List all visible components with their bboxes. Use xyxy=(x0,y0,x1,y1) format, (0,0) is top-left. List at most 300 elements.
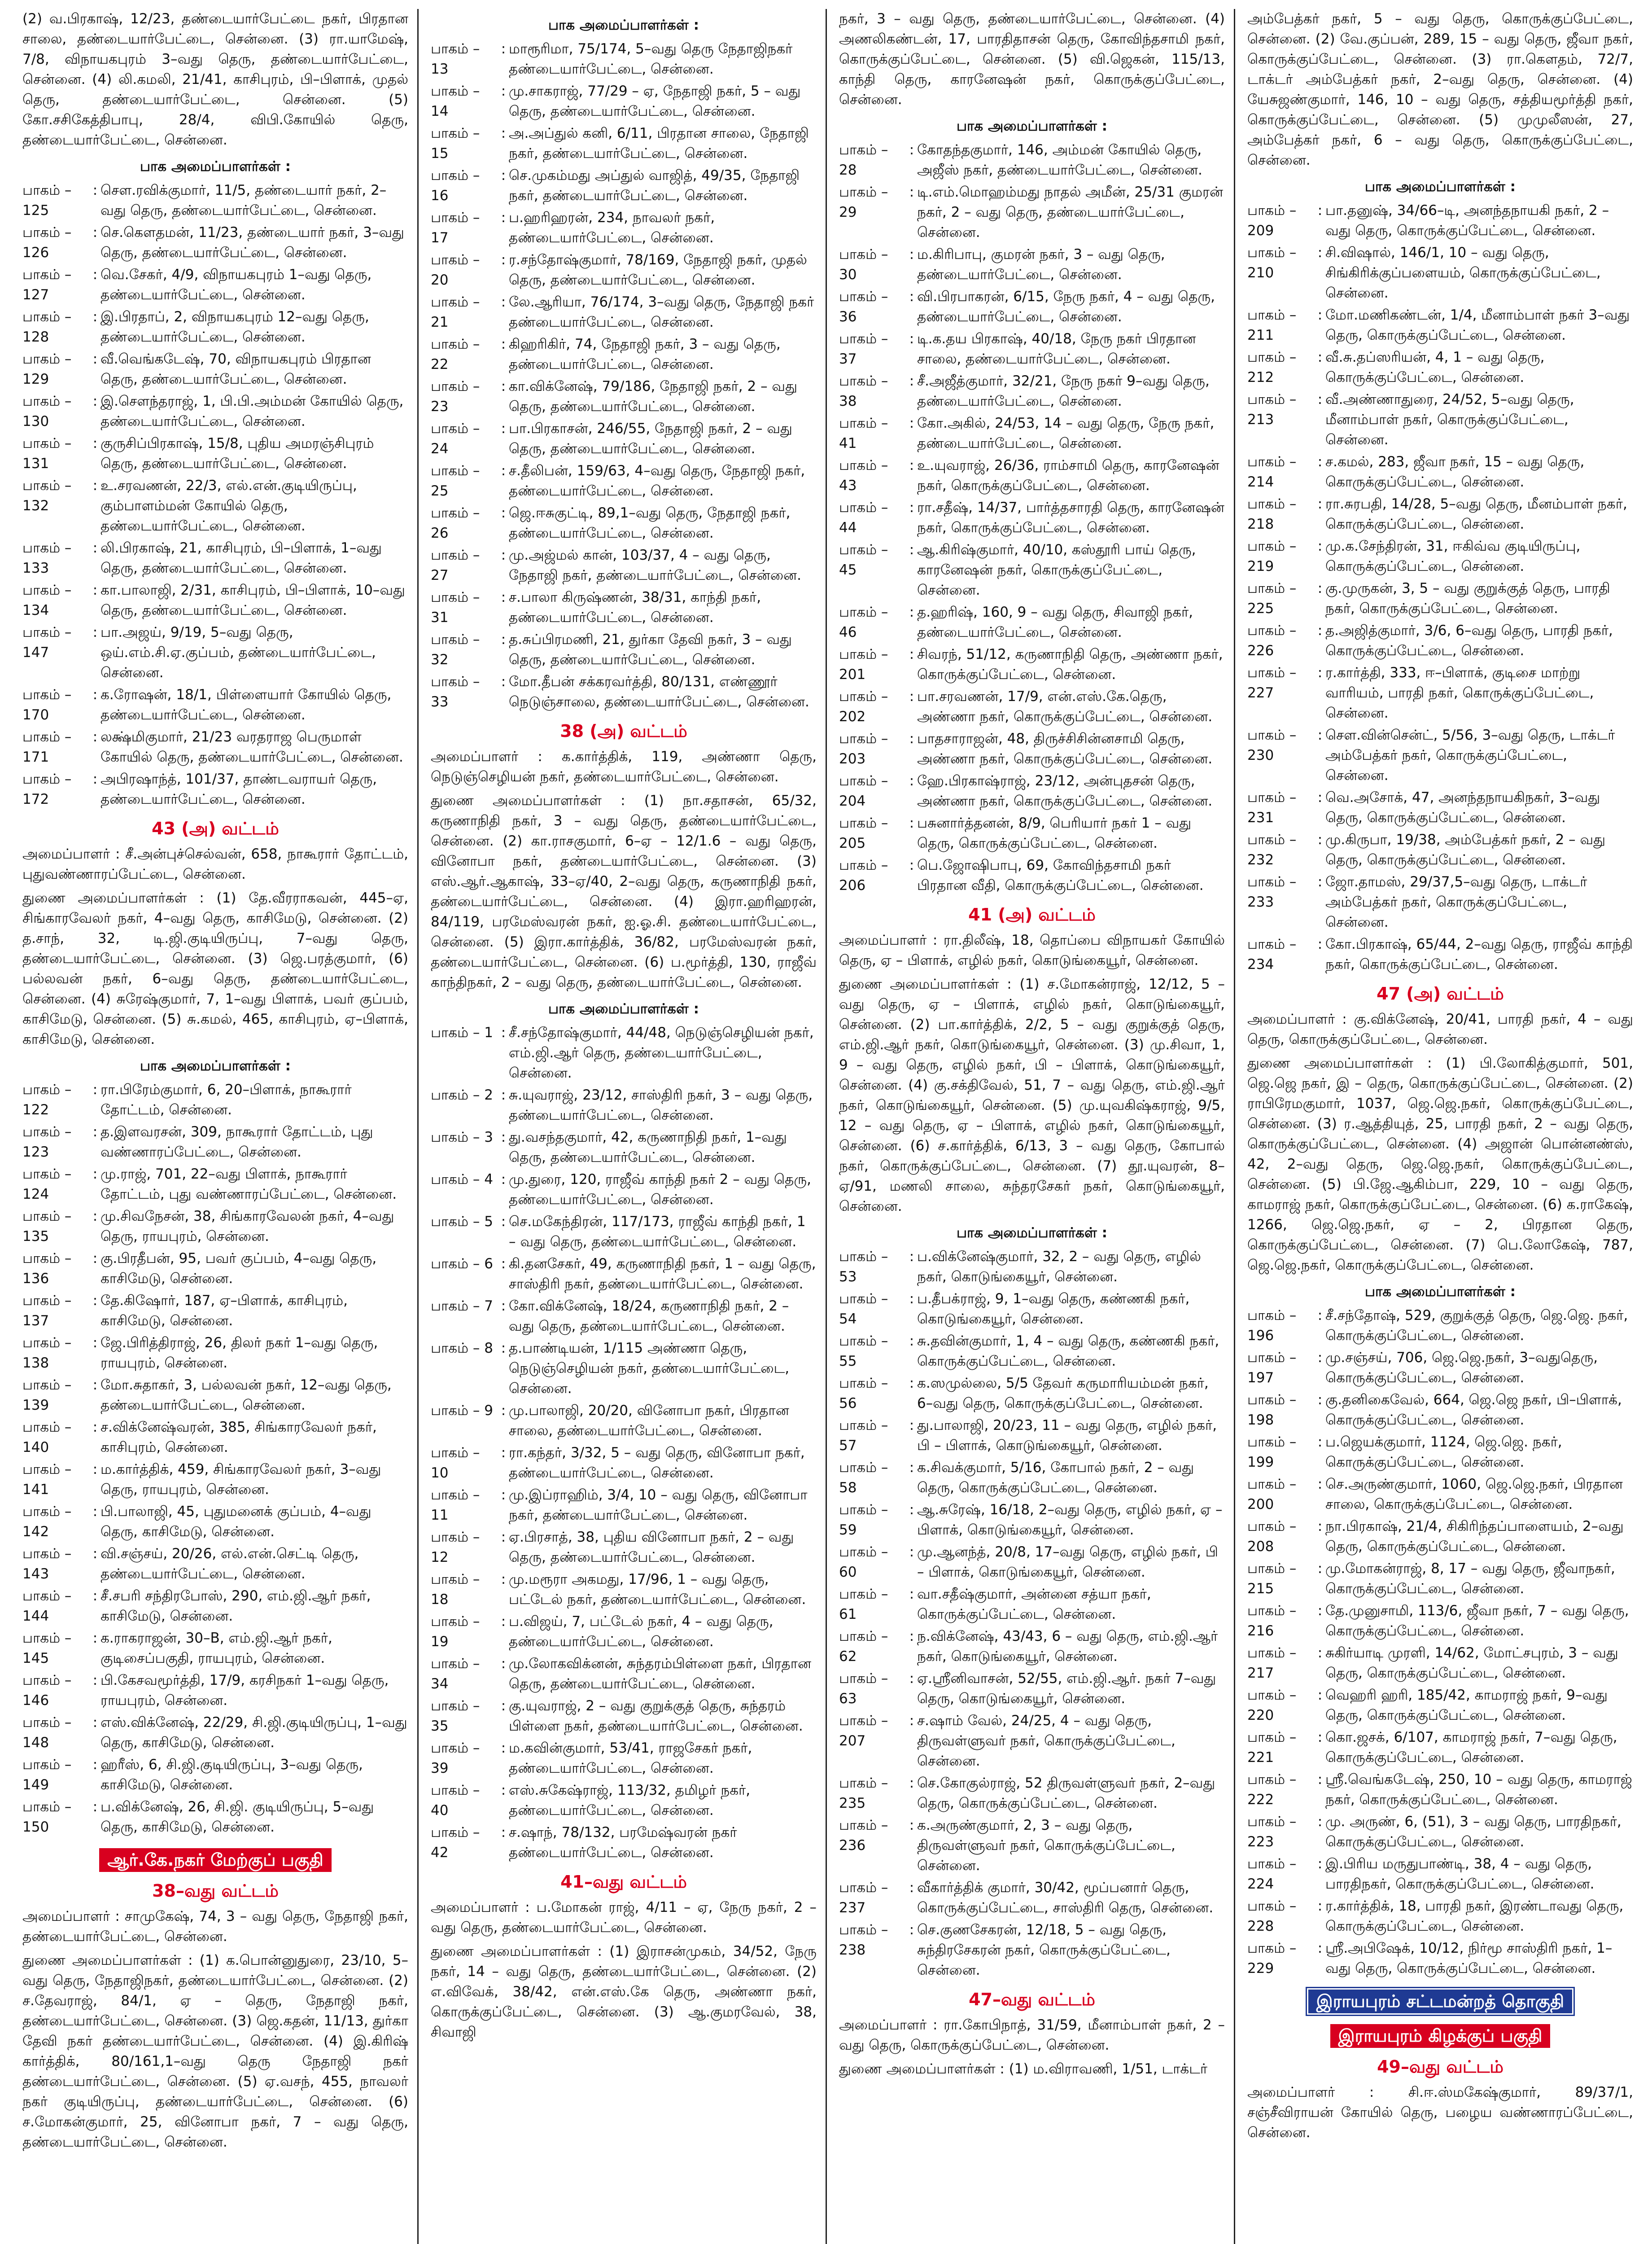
column-1 xyxy=(22,9,408,2244)
part-organizer-entry xyxy=(839,813,1225,854)
separator: : xyxy=(909,184,914,200)
separator: : xyxy=(909,1544,914,1560)
part-number: பாகம் – 42 xyxy=(431,1824,480,1861)
part-organizer-entry xyxy=(839,1878,1225,1918)
part-number: பாகம் – 55 xyxy=(839,1333,888,1369)
organizer-details: செ.மகேந்திரன், 117/173, ராஜீவ் காந்தி நகர், 1 – வது தெரு, தண்டையார்பேட்டை, சென்னை. xyxy=(509,1214,806,1250)
separator: : xyxy=(909,246,914,263)
part-number: பாகம் – 14 xyxy=(431,83,480,119)
separator: : xyxy=(501,1298,506,1314)
part-organizer-entry xyxy=(431,39,817,79)
separator: : xyxy=(909,373,914,389)
part-number: பாகம் – 11 xyxy=(431,1487,480,1523)
part-organizer-entry xyxy=(839,1711,1225,1771)
separator: : xyxy=(92,309,98,325)
part-organizer-entry xyxy=(431,1085,817,1126)
separator: : xyxy=(501,463,506,479)
organizer-details: ஹரீஸ், 6, சி.ஜி.குடியிருப்பு, 3–வது தெரு, காசிமேடு, சென்னை. xyxy=(101,1757,363,1793)
organizer-details: ச.பாலா கிருஷ்ணன், 38/31, காந்தி நகர், தண்டையார்பேட்டை, சென்னை. xyxy=(509,589,761,626)
section-banner: ஆர்.கே.நகர் மேற்குப் பகுதி xyxy=(99,1848,331,1872)
part-organizer-entry xyxy=(839,1584,1225,1625)
organizer-details: மு.மரூரா அகமது, 17/96, 1 – வது தெரு, பட்டேல் நகர், தண்டையார்பேட்டை, சென்னை. xyxy=(509,1571,806,1608)
organizer-details: செ.முகம்மது அப்துல் வாஜித், 49/35, நேதாஜி நகர், தண்டையார்பேட்டை, சென்னை. xyxy=(509,167,800,204)
part-number: பாகம் – 196 xyxy=(1247,1307,1297,1344)
part-organizer-entry xyxy=(22,476,408,536)
organizer-details: து.வசந்தகுமார், 42, கருணாநிதி நகர், 1–வது தெரு, தண்டையார்பேட்டை, சென்னை. xyxy=(509,1129,787,1166)
part-organizer-entry xyxy=(22,1459,408,1500)
separator: : xyxy=(909,1375,914,1391)
part-organizer-entry xyxy=(431,672,817,712)
part-number: பாகம் – 19 xyxy=(431,1613,480,1650)
part-number: பாகம் – 130 xyxy=(22,393,72,430)
part-organizer-entry xyxy=(22,1628,408,1669)
organizer-details: மோ.மணிகண்டன், 1/4, மீனாம்பாள் நகர் 3–வது தெரு, கொருக்குப்பேட்டை, சென்னை. xyxy=(1325,307,1630,343)
part-organizer-entry xyxy=(1247,1896,1633,1937)
part-organizer-entry xyxy=(22,685,408,725)
section-banner: இராயபுரம் சட்டமன்றத் தொகுதி xyxy=(1308,1990,1572,2013)
part-number: பாகம் – 32 xyxy=(431,631,480,668)
part-organizer-entry xyxy=(431,1296,817,1337)
organizer-details: தே.கிஷோர், 187, ஏ–பிளாக், காசிபுரம், காசிமேடு, சென்னை. xyxy=(101,1293,348,1329)
part-organizer-entry xyxy=(22,265,408,305)
organizer-details: ரா.சுரபதி, 14/28, 5–வது தெரு, மீனம்பாள் நகர், கொருக்குப்பேட்டை, சென்னை. xyxy=(1325,496,1627,532)
part-organizer-entry xyxy=(1247,579,1633,619)
separator: : xyxy=(1317,391,1323,408)
separator: : xyxy=(92,351,98,367)
organizer-details: ஸ்ரீ.வெங்கடேஷ், 250, 10 – வது தெரு, காமராஜ் நகர், கொருக்குப்பேட்டை, சென்னை. xyxy=(1325,1771,1632,1808)
organizer-details: எஸ்.விக்னேஷ், 22/29, சி.ஜி.குடியிருப்பு, 1–வது தெரு, காசிமேடு, சென்னை. xyxy=(101,1714,407,1751)
separator: : xyxy=(92,1503,98,1520)
part-number: பாகம் – 7 xyxy=(431,1298,493,1314)
separator: : xyxy=(92,182,98,198)
organizer-details: ர.கார்த்தி, 333, ஈ–பிளாக், குடிசை மாற்று வாரியம், பாரதி நகர், கொருக்குப்பேட்டை, சென்னை. xyxy=(1325,665,1594,721)
organizer-details: இ.பிரதாப், 2, விநாயகபுரம் 12–வது தெரு, தண்டையார்பேட்டை, சென்னை. xyxy=(101,309,369,345)
part-number: பாகம் – 133 xyxy=(22,540,72,576)
part-number: பாகம் – 150 xyxy=(22,1799,72,1835)
separator: : xyxy=(501,1256,506,1272)
part-number: பாகம் – 134 xyxy=(22,582,72,618)
organizer-details: லக்ஷ்மிகுமார், 21/23 வரதராஜ பெருமாள் கோயில் தெரு, தண்டையார்பேட்டை, சென்னை. xyxy=(101,729,403,765)
part-organizer-entry xyxy=(839,602,1225,643)
part-number: பாகம் – 2 xyxy=(431,1087,493,1103)
organizer-details: கோதந்தகுமார், 146, அம்மன் கோயில் தெரு, அஜீஸ் நகர், தண்டையார்பேட்டை, சென்னை. xyxy=(917,142,1202,178)
separator: : xyxy=(501,1402,506,1419)
part-number: பாகம் – 204 xyxy=(839,773,888,809)
organizer-details: மு.ராஜ், 701, 22–வது பிளாக், நாகூரார் தோட்டம், புது வண்ணாரப்பேட்டை, சென்னை. xyxy=(101,1166,397,1202)
part-organizer-entry xyxy=(431,81,817,122)
part-organizer-entry xyxy=(1247,305,1633,346)
part-organizer-entry xyxy=(22,769,408,810)
organizer-details: பி.பாலாஜி, 45, புதுமனைக் குப்பம், 4–வது தெரு, காசிமேடு, சென்னை. xyxy=(101,1503,371,1540)
part-organizer-entry xyxy=(431,419,817,459)
separator: : xyxy=(909,646,914,662)
organizer-details: கி.தனசேகர், 49, கருணாநிதி நகர், 1 – வது தெரு, சாஸ்திரி நகர், தண்டையார்பேட்டை, சென்னை. xyxy=(509,1256,816,1292)
separator: : xyxy=(1317,622,1323,639)
part-number: பாகம் – 232 xyxy=(1247,832,1297,868)
part-number: பாகம் – 132 xyxy=(22,478,72,514)
part-number: பாகம் – 211 xyxy=(1247,307,1297,343)
part-number: பாகம் – 201 xyxy=(839,646,888,683)
part-number: பாகம் – 227 xyxy=(1247,665,1297,701)
separator: : xyxy=(92,1546,98,1562)
part-organizer-entry xyxy=(1247,1854,1633,1894)
organizer-details: செள.ரவிக்குமார், 11/5, தண்டையார் நகர், 2–வது தெரு, தண்டையார்பேட்டை, சென்னை. xyxy=(101,182,387,219)
separator: : xyxy=(909,1880,914,1896)
separator: : xyxy=(92,224,98,241)
organizer-details: து.பாலாஜி, 20/23, 11 – வது தெரு, எழில் நகர், பி – பிளாக், கொடுங்கையூர், சென்னை. xyxy=(917,1417,1217,1454)
organizer-details: க.ராகராஜன், 30–B, எம்.ஜி.ஆர் நகர், குடிசைப்பகுதி, ராயபுரம், சென்னை. xyxy=(101,1630,332,1666)
separator: : xyxy=(1317,202,1323,219)
part-number: பாகம் – 228 xyxy=(1247,1898,1297,1934)
part-number: பாகம் – 31 xyxy=(431,589,480,626)
organizer-details: த.சுப்பிரமணி, 21, துர்கா தேவி நகர், 3 – வது தெரு, தண்டையார்பேட்டை, சென்னை. xyxy=(509,631,792,668)
separator: : xyxy=(909,457,914,473)
organizer-paragraph: அமைப்பாளர் : கு.விக்னேஷ், 20/41, பாரதி நகர், 4 – வது தெரு, கொருக்குப்பேட்டை, சென்னை. xyxy=(1247,1011,1633,1047)
organizer-paragraph: துணை அமைப்பாளர்கள் : (1) நா.சதாசன், 65/32, கருணாநிதி நகர், 3 – வது தெரு, தண்டையார்பேட்டை, சென்னை. (2) கா.ராசகுமார், 6–ஏ – 12/1.6 – வது தெரு, வினோபா நகர், தண்டையார்பேட்டை, சென்னை. (3) எஸ்.ஆர்.ஆகாஷ், 33–ஏ/40, 2–வது தெரு, கருணாநிதி நகர், தண்டையார்பேட்டை, சென்னை. (4) இரா.ஹரிஹரன், 84/119, பரமேஸ்வரன் நகர், ஐ.ஓ.சி. தண்டையார்பேட்டை, சென்னை. (5) இரா.கார்த்திக், 36/82, பரமேஸ்வரன் நகர், தண்டையார்பேட்டை, சென்னை. (6) ப.மூர்த்தி, 130, ராஜீவ் காந்திநகர், 2 – வது தெரு, தண்டையார்பேட்டை, சென்னை. xyxy=(431,793,817,991)
part-organizer-entry xyxy=(22,1291,408,1331)
part-number: பாகம் – 136 xyxy=(22,1250,72,1287)
part-organizer-entry xyxy=(1247,494,1633,535)
separator: : xyxy=(501,252,506,268)
separator: : xyxy=(909,1628,914,1644)
part-number: பாகம் – 129 xyxy=(22,351,72,387)
part-number: பாகம் – 199 xyxy=(1247,1434,1297,1470)
organizer-details: ச.ஷாம் வேல், 24/25, 4 – வது தெரு, திருவள்ளுவர் நகர், கொருக்குப்பேட்டை, சென்னை. xyxy=(917,1713,1176,1769)
separator: : xyxy=(501,336,506,352)
organizer-details: ரா.பிரேம்குமார், 6, 20–பிளாக், நாகூரார் தோட்டம், சென்னை. xyxy=(101,1082,352,1118)
part-number: பாகம் – 225 xyxy=(1247,580,1297,617)
part-organizer-entry xyxy=(22,223,408,263)
part-number: பாகம் – 125 xyxy=(22,182,72,219)
part-organizer-entry xyxy=(839,140,1225,180)
separator: : xyxy=(1317,832,1323,848)
part-organizer-entry xyxy=(1247,1643,1633,1683)
organizer-details: ஹே.பிரகாஷ்ராஜ், 23/12, அன்புதசன் தெரு, அண்ணா நகர், கொருக்குப்பேட்டை, சென்னை. xyxy=(917,773,1213,809)
part-number: பாகம் – 63 xyxy=(839,1670,888,1707)
organizer-details: வெஹரி ஹரி, 185/42, காமராஜ் நகர், 9–வது தெரு, கொருக்குப்பேட்டை, சென்னை. xyxy=(1325,1687,1608,1723)
part-number: பாகம் – 149 xyxy=(22,1757,72,1793)
part-organizer-entry xyxy=(839,456,1225,496)
separator: : xyxy=(909,1586,914,1602)
organizer-details: அபிரஷாந்த், 101/37, தாண்டவராயர் தெரு, தண்டையார்பேட்டை, சென்னை. xyxy=(101,771,377,807)
separator: : xyxy=(92,1082,98,1098)
part-organizer-entry xyxy=(839,855,1225,896)
part-number: பாகம் – 40 xyxy=(431,1782,480,1819)
separator: : xyxy=(92,435,98,451)
column-4 xyxy=(1247,9,1633,2244)
part-number: பாகம் – 9 xyxy=(431,1402,493,1419)
part-number: பாகம் – 54 xyxy=(839,1291,888,1327)
organizer-details: த.பாண்டியன், 1/115 அண்ணா தெரு, நெடுஞ்செழியன் நகர், தண்டையார்பேட்டை, சென்னை. xyxy=(509,1340,790,1397)
part-number: பாகம் – 215 xyxy=(1247,1560,1297,1597)
subheading: பாக அமைப்பாளர்கள் : xyxy=(140,158,291,175)
part-organizer-entry xyxy=(22,1670,408,1711)
part-organizer-entry xyxy=(431,1569,817,1610)
separator: : xyxy=(1317,1771,1323,1788)
part-organizer-entry xyxy=(1247,1390,1633,1430)
part-number: பாகம் – 138 xyxy=(22,1335,72,1371)
part-number: பாகம் – 218 xyxy=(1247,496,1297,532)
part-number: பாகம் – 231 xyxy=(1247,789,1297,826)
organizer-details: ச.ஷாந், 78/132, பரமேஷ்வரன் நகர் தண்டையார்பேட்டை, சென்னை. xyxy=(509,1824,737,1861)
separator: : xyxy=(909,1670,914,1687)
organizer-details: த.அஜித்குமார், 3/6, 6–வது தெரு, பாரதி நகர், கொருக்குப்பேட்டை, சென்னை. xyxy=(1325,622,1613,659)
part-organizer-entry xyxy=(839,287,1225,327)
part-number: பாகம் – 224 xyxy=(1247,1856,1297,1892)
organizer-details: வீ.சு.தப்ஸரியன், 4, 1 – வது தெரு, கொருக்குப்பேட்டை, சென்னை. xyxy=(1325,349,1545,386)
organizer-details: ஜெ.ஈசுகுட்டி, 89,1–வது தெரு, நேதாஜி நகர், தண்டையார்பேட்டை, சென்னை. xyxy=(509,505,791,541)
part-organizer-entry xyxy=(839,644,1225,685)
part-organizer-entry xyxy=(22,1164,408,1205)
part-number: பாகம் – 34 xyxy=(431,1656,480,1692)
part-number: பாகம் – 208 xyxy=(1247,1518,1297,1555)
organizer-details: மு.துரை, 120, ராஜீவ் காந்தி நகர் 2 – வது தெரு, தண்டையார்பேட்டை, சென்னை. xyxy=(509,1171,811,1208)
separator: : xyxy=(1317,1434,1323,1450)
part-number: பாகம் – 226 xyxy=(1247,622,1297,659)
part-number: பாகம் – 26 xyxy=(431,505,480,541)
organizer-details: வெ.அசோக், 47, அனந்தநாயகிநகர், 3–வது தெரு, கொருக்குப்பேட்டை, சென்னை. xyxy=(1325,789,1600,826)
part-number: பாகம் – 234 xyxy=(1247,936,1297,973)
separator: : xyxy=(1317,1603,1323,1619)
separator: : xyxy=(501,1129,506,1145)
organizer-details: மு.ஆனந்த், 20/8, 17–வது தெரு, எழில் நகர், பி – பிளாக், கொடுங்கையூர், சென்னை. xyxy=(917,1544,1218,1580)
separator: : xyxy=(1317,1814,1323,1830)
part-number: பாகம் – 230 xyxy=(1247,727,1297,763)
organizer-details: கா.பாலாஜி, 2/31, காசிபுரம், பி–பிளாக், 10–வது தெரு, தண்டையார்பேட்டை, சென்னை. xyxy=(101,582,405,618)
part-number: பாகம் – 36 xyxy=(839,289,888,325)
part-number: பாகம் – 216 xyxy=(1247,1603,1297,1639)
separator: : xyxy=(909,1502,914,1518)
separator: : xyxy=(92,1377,98,1393)
separator: : xyxy=(92,624,98,640)
organizer-details: ப.ஹரிஹரன், 234, நாவலர் நகர், தண்டையார்பேட்டை, சென்னை. xyxy=(509,210,715,246)
organizer-details: டி.எம்.மொஹம்மது நாதல் அமீன், 25/31 குமரன் நகர், 2 – வது தெரு, தண்டையார்பேட்டை, சென்னை. xyxy=(917,184,1224,241)
part-number: பாகம் – 16 xyxy=(431,167,480,204)
part-number: பாகம் – 213 xyxy=(1247,391,1297,428)
part-number: பாகம் – 44 xyxy=(839,500,888,536)
separator: : xyxy=(1317,1856,1323,1872)
part-number: பாகம் – 43 xyxy=(839,457,888,494)
part-organizer-entry xyxy=(839,540,1225,600)
part-number: பாகம் – 124 xyxy=(22,1166,72,1202)
part-number: பாகம் – 4 xyxy=(431,1171,493,1188)
separator: : xyxy=(92,1335,98,1351)
part-organizer-entry xyxy=(22,1797,408,1837)
separator: : xyxy=(909,1459,914,1476)
organizer-details: ச.விக்னேஷ்வரன், 385, சிங்காரவேலர் நகர், காசிபுரம், சென்னை. xyxy=(101,1419,377,1455)
separator: : xyxy=(501,1087,506,1103)
organizer-details: ஆ.சுரேஷ், 16/18, 2–வது தெரு, எழில் நகர், ஏ – பிளாக், கொடுங்கையூர், சென்னை. xyxy=(917,1502,1223,1538)
part-number: பாகம் – 137 xyxy=(22,1293,72,1329)
part-organizer-entry xyxy=(431,587,817,628)
separator: : xyxy=(92,1588,98,1604)
part-organizer-entry xyxy=(1247,1727,1633,1768)
separator: : xyxy=(501,378,506,394)
separator: : xyxy=(501,1571,506,1587)
part-number: பாகம் – 60 xyxy=(839,1544,888,1580)
organizer-details: லி.பிரகாஷ், 21, காசிபுரம், பி–பிளாக், 1–வது தெரு, தண்டையார்பேட்டை, சென்னை. xyxy=(101,540,382,576)
part-number: பாகம் – 221 xyxy=(1247,1729,1297,1766)
column-divider xyxy=(1234,9,1235,2244)
separator: : xyxy=(501,210,506,226)
ward-heading: 43 (அ) வட்டம் xyxy=(152,819,279,838)
organizer-details: சுகிர்யாடி முரளி, 14/62, மோட்சபுரம், 3 – வது தெரு, கொருக்குப்பேட்டை, சென்னை. xyxy=(1325,1645,1618,1681)
separator: : xyxy=(1317,496,1323,512)
organizer-details: மு.க.சேந்திரன், 31, ஈகிவ்வ குடியிருப்பு, கொருக்குப்பேட்டை, சென்னை. xyxy=(1325,538,1581,574)
part-number: பாகம் – 220 xyxy=(1247,1687,1297,1723)
separator: : xyxy=(1317,1560,1323,1577)
separator: : xyxy=(909,1817,914,1833)
organizer-details: த.ஹரிஷ், 160, 9 – வது தெரு, சிவாஜி நகர், தண்டையார்பேட்டை, சென்னை. xyxy=(917,604,1193,640)
organizer-details: இ.பிரிய மருதுபாண்டி, 38, 4 – வது தெரு, பாரதிநகர், கொருக்குப்பேட்டை, சென்னை. xyxy=(1325,1856,1595,1892)
part-number: பாகம் – 219 xyxy=(1247,538,1297,574)
part-number: பாகம் – 172 xyxy=(22,771,72,807)
part-organizer-entry xyxy=(839,1331,1225,1372)
part-number: பாகம் – 59 xyxy=(839,1502,888,1538)
part-organizer-entry xyxy=(431,1338,817,1399)
separator: : xyxy=(1317,580,1323,596)
part-number: பாகம் – 210 xyxy=(1247,245,1297,281)
organizer-details: மோ.சுதாகர், 3, பல்லவன் நகர், 12–வது தெரு, தண்டையார்பேட்டை, சென்னை. xyxy=(101,1377,392,1413)
separator: : xyxy=(501,631,506,648)
part-organizer-entry xyxy=(22,349,408,390)
part-organizer-entry xyxy=(22,391,408,432)
organizer-details: மு.இப்ராஹிம், 3/4, 10 – வது தெரு, வினோபா நகர், தண்டையார்பேட்டை, சென்னை. xyxy=(509,1487,808,1523)
organizer-details: மு.பாலாஜி, 20/20, வினோபா நகர், பிரதான சாலை, தண்டையார்பேட்டை, சென்னை. xyxy=(509,1402,789,1439)
separator: : xyxy=(501,1613,506,1630)
separator: : xyxy=(501,674,506,690)
organizer-details: மு. அருண், 6, (51), 3 – வது தெரு, பாரதிநகர், கொருக்குப்பேட்டை, சென்னை. xyxy=(1325,1814,1621,1850)
part-organizer-entry xyxy=(839,687,1225,727)
part-organizer-entry xyxy=(22,1333,408,1373)
separator: : xyxy=(1317,936,1323,952)
part-organizer-entry xyxy=(1247,452,1633,492)
part-organizer-entry xyxy=(1247,1348,1633,1388)
part-organizer-entry xyxy=(431,545,817,586)
part-organizer-entry xyxy=(839,1626,1225,1667)
separator: : xyxy=(501,167,506,184)
organizer-details: ம.கிரிபாபு, குமரன் நகர், 3 – வது தெரு, தண்டையார்பேட்டை, சென்னை. xyxy=(917,246,1165,283)
part-number: பாகம் – 57 xyxy=(839,1417,888,1454)
organizer-details: கோ.அகில், 24/53, 14 – வது தெரு, நேரு நகர், தண்டையார்பேட்டை, சென்னை. xyxy=(917,415,1215,451)
separator: : xyxy=(909,1333,914,1349)
ward-heading: 47 (அ) வட்டம் xyxy=(1377,984,1504,1004)
organizer-details: பெ.ஜோஷிபாபு, 69, கோவிந்தசாமி நகர் பிரதான வீதி, கொருக்குப்பேட்டை, சென்னை. xyxy=(917,857,1204,894)
separator: : xyxy=(909,731,914,747)
part-organizer-entry xyxy=(22,1502,408,1542)
organizer-details: இ.சௌந்தராஜ், 1, பி.பி.அம்மன் கோயில் தெரு, தண்டையார்பேட்டை, சென்னை. xyxy=(101,393,404,430)
part-number: பாகம் – 58 xyxy=(839,1459,888,1496)
organizer-details: எஸ்.சுகேஷ்ராஜ், 113/32, தமிழர் நகர், தண்டையார்பேட்டை, சென்னை. xyxy=(509,1782,751,1819)
organizer-details: செ.அருண்குமார், 1060, ஜெ.ஜெ.நகர், பிரதான சாலை, கொருக்குப்பேட்டை, சென்னை. xyxy=(1325,1476,1623,1512)
part-number: பாகம் – 233 xyxy=(1247,874,1297,910)
organizer-paragraph: துணை அமைப்பாளர்கள் : (1) தே.வீரராகவன், 445–ஏ, சிங்காரவேலர் நகர், 4–வது தெரு, காசிமேடு, சென்னை. (2) த.சாந், 32, டி.ஜி.குடியிருப்பு, 7–வது தெரு, தண்டையார்பேட்டை, சென்னை. (3) ஜெ.பரத்குமார், (6) பல்லவன் நகர், 6–வது தெரு, தண்டையார்பேட்டை, சென்னை. (4) சுரேஷ்குமார், 7, 1–வது பிளாக், பவர் குப்பம், காசிமேடு, சென்னை. (5) சு.கமல், 465, காசிபுரம், ஏ–பிளாக், காசிமேடு, சென்னை. xyxy=(22,890,408,1047)
part-number: பாகம் – 198 xyxy=(1247,1392,1297,1428)
organizer-details: செ.கௌதமன், 11/23, தண்டையார் நகர், 3–வது தெரு, தண்டையார்பேட்டை, சென்னை. xyxy=(101,224,404,261)
part-number: பாகம் – 8 xyxy=(431,1340,493,1356)
part-organizer-entry xyxy=(839,498,1225,538)
part-organizer-entry xyxy=(1247,1770,1633,1810)
part-organizer-entry xyxy=(431,1823,817,1863)
separator: : xyxy=(909,1713,914,1729)
part-number: பாகம் – 10 xyxy=(431,1445,480,1481)
separator: : xyxy=(92,1799,98,1815)
part-number: பாகம் – 140 xyxy=(22,1419,72,1455)
part-number: பாகம் – 23 xyxy=(431,378,480,415)
organizer-details: அ.அப்துல் கனி, 6/11, பிரதான சாலை, நேதாஜி நகர், தண்டையார்பேட்டை, சென்னை. xyxy=(509,125,809,162)
organizer-details: மு.கிருபா, 19/38, அம்பேத்கர் நகர், 2 – வது தெரு, கொருக்குப்பேட்டை, சென்னை. xyxy=(1325,832,1606,868)
separator: : xyxy=(909,542,914,558)
part-organizer-entry xyxy=(22,580,408,621)
part-number: பாகம் – 39 xyxy=(431,1740,480,1776)
part-number: பாகம் – 53 xyxy=(839,1249,888,1285)
separator: : xyxy=(909,1291,914,1307)
part-organizer-entry xyxy=(839,771,1225,811)
separator: : xyxy=(501,547,506,563)
organizer-details: பசுனார்த்தனன், 8/9, பெரியார் நகர் 1 – வது தெரு, கொருக்குப்பேட்டை, சென்னை. xyxy=(917,815,1192,851)
part-organizer-entry xyxy=(839,1669,1225,1709)
part-number: பாகம் – 217 xyxy=(1247,1645,1297,1681)
part-organizer-entry xyxy=(839,329,1225,369)
part-number: பாகம் – 25 xyxy=(431,463,480,499)
part-organizer-entry xyxy=(1247,725,1633,786)
part-organizer-entry xyxy=(22,622,408,683)
organizer-paragraph: அமைப்பாளர் : ப.மோகன் ராஜ், 4/11 – ஏ, நேரு நகர், 2 – வது தெரு, தண்டையார்பேட்டை, சென்னை. xyxy=(431,1899,817,1936)
organizer-paragraph: அமைப்பாளர் : க.கார்த்திக், 119, அண்ணா தெரு, நெடுஞ்செழியன் நகர், தண்டையார்பேட்டை, சென்னை. xyxy=(431,749,817,785)
part-number: பாகம் – 28 xyxy=(839,142,888,178)
part-number: பாகம் – 27 xyxy=(431,547,480,583)
part-organizer-entry xyxy=(1247,872,1633,933)
part-organizer-entry xyxy=(431,630,817,670)
separator: : xyxy=(501,1698,506,1714)
part-organizer-entry xyxy=(431,503,817,543)
organizer-details: க.ரோஷன், 18/1, பிள்ளையார் கோயில் தெரு, தண்டையார்பேட்டை, சென்னை. xyxy=(101,687,392,723)
separator: : xyxy=(92,1293,98,1309)
organizer-details: ஏ.ஸ்ரீனிவாசன், 52/55, எம்.ஜி.ஆர். நகர் 7–வது தெரு, கொடுங்கையூர், சென்னை. xyxy=(917,1670,1216,1707)
part-number: பாகம் – 20 xyxy=(431,252,480,288)
part-organizer-entry xyxy=(1247,621,1633,661)
organizer-details: கிஹரிகிர், 74, நேதாஜி நகர், 3 – வது தெரு, தண்டையார்பேட்டை, சென்னை. xyxy=(509,336,781,373)
separator: : xyxy=(1317,1940,1323,1956)
part-organizer-entry xyxy=(1247,243,1633,303)
ward-heading: 49–வது வட்டம் xyxy=(1377,2057,1503,2077)
part-number: பாகம் – 229 xyxy=(1247,1940,1297,1977)
separator: : xyxy=(909,142,914,158)
separator: : xyxy=(909,1922,914,1938)
part-number: பாகம் – 139 xyxy=(22,1377,72,1413)
subheading: பாக அமைப்பாளர்கள் : xyxy=(1364,179,1516,195)
separator: : xyxy=(909,289,914,305)
part-organizer-entry xyxy=(431,292,817,333)
separator: : xyxy=(92,1630,98,1646)
separator: : xyxy=(501,505,506,521)
ward-heading: 38 (அ) வட்டம் xyxy=(560,721,687,741)
part-organizer-entry xyxy=(839,1416,1225,1456)
separator: : xyxy=(909,815,914,831)
part-number: பாகம் – 141 xyxy=(22,1461,72,1498)
separator: : xyxy=(909,773,914,789)
organizer-paragraph: (2) வ.பிரகாஷ், 12/23, தண்டையார்பேட்டை நகர், பிரதான சாலை, தண்டையார்பேட்டை, சென்னை. (3) ரா.யாமேஷ், 7/8, விநாயகபுரம் 3–வது தெரு, தண்டையார்பேட்டை, சென்னை. (4) லி.கமலி, 21/41, காசிபுரம், பி–பிளாக், முதல் தெரு, தண்டையார்பேட்டை, சென்னை. (5) கோ.சசிகேத்திபாபு, 28/4, விபி.கோயில் தெரு, தண்டையார்பேட்டை, சென்னை. xyxy=(22,11,408,148)
organizer-details: சீ.சந்தோஷ், 529, குறுக்குத் தெரு, ஜெ.ஜெ. நகர், கொருக்குப்பேட்டை, சென்னை. xyxy=(1325,1307,1628,1344)
part-organizer-entry xyxy=(1247,201,1633,241)
separator: : xyxy=(1317,538,1323,554)
organizer-details: உ.யுவராஜ், 26/36, ராம்சாமி தெரு, காரனேஷன் நகர், கொருக்குப்பேட்டை, சென்னை. xyxy=(917,457,1219,494)
part-number: பாகம் – 205 xyxy=(839,815,888,851)
column-3 xyxy=(839,9,1225,2244)
organizer-details: கொ.ஜசக், 6/107, காமராஜ் நகர், 7–வது தெரு, கொருக்குப்பேட்டை, சென்னை. xyxy=(1325,1729,1617,1766)
organizer-paragraph: அம்பேத்கர் நகர், 5 – வது தெரு, கொருக்குப்பேட்டை, சென்னை. (2) வே.குப்பன், 289, 15 – வது தெரு, ஜீவா நகர், கொருக்குப்பேட்டை, சென்னை. (3) ரா.கௌதம், 72/7, டாக்டர் அம்பேத்கர் நகர், 2–வது தெரு, சென்னை. (4) யேசுஜண்குமார், 146, 10 – வது தெரு, சத்தியமூர்த்தி நகர், கொருக்குப்பேட்டை, சென்னை. (5) முமுலீஸன், 27, அம்பேத்கர் நகர், 6 – வது தெரு, கொருக்குப்பேட்டை, சென்னை. xyxy=(1247,11,1633,168)
organizer-details: மாரூரிமா, 75/174, 5–வது தெரு நேதாஜிநகர் தண்டையார்பேட்டை, சென்னை. xyxy=(509,41,793,77)
